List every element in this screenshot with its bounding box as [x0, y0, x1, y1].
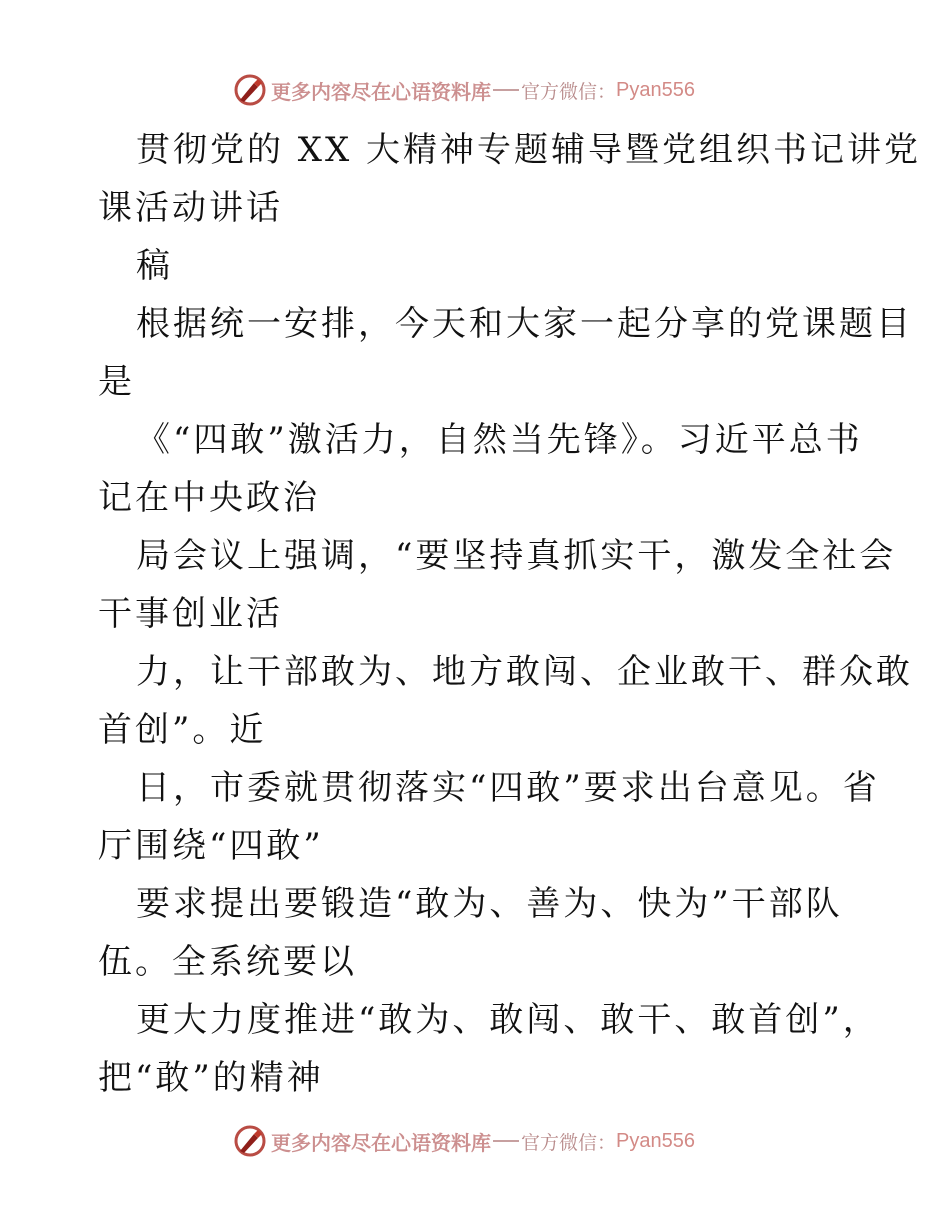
footer-watermark	[233, 1124, 695, 1158]
text-line: 要求提出要锻造“敢为、善为、快为”干部队	[136, 884, 843, 924]
text-line: 贯彻党的 XX 大精神专题辅导暨党组织书记讲党	[136, 130, 922, 170]
watermark-wechat-id: Pyan556	[616, 1129, 695, 1152]
watermark-dash	[493, 89, 519, 91]
text-line: 伍。全系统要以	[98, 942, 357, 982]
text-line: 局会议上强调，“要坚持真抓实干，激发全社会	[136, 536, 897, 576]
header-watermark	[233, 73, 695, 107]
watermark-dash	[493, 1140, 519, 1142]
text-line: 是	[98, 362, 135, 402]
pen-logo-icon	[233, 73, 267, 107]
text-line: 干事创业活	[98, 594, 283, 634]
text-line: 根据统一安排，今天和大家一起分享的党课题目	[136, 304, 913, 344]
text-line: 把“敢”的精神	[98, 1058, 324, 1098]
watermark-site-name: 更多内容尽在心语资料库	[271, 79, 491, 104]
text-line: 厅围绕“四敢”	[98, 826, 324, 866]
text-line: 更大力度推进“敢为、敢闯、敢干、敢首创”，	[136, 1000, 880, 1040]
watermark-wechat-id: Pyan556	[616, 78, 695, 101]
text-line: 记在中央政治	[98, 478, 320, 518]
document-body	[98, 121, 922, 1107]
text-line: 首创”。近	[98, 710, 267, 750]
watermark-official-label: 官方微信：	[521, 1131, 617, 1154]
text-line: 课活动讲话	[98, 188, 283, 228]
text-line: 日，市委就贯彻落实“四敢”要求出台意见。省	[136, 768, 880, 808]
watermark-official-label: 官方微信：	[521, 80, 617, 103]
text-line: 稿	[136, 246, 173, 286]
watermark-site-name: 更多内容尽在心语资料库	[271, 1130, 491, 1155]
text-line: 力，让干部敢为、地方敢闯、企业敢干、群众敢	[136, 652, 913, 692]
pen-logo-icon	[233, 1124, 267, 1158]
text-line: 《“四敢”激活力，自然当先锋》。习近平总书	[136, 420, 863, 460]
